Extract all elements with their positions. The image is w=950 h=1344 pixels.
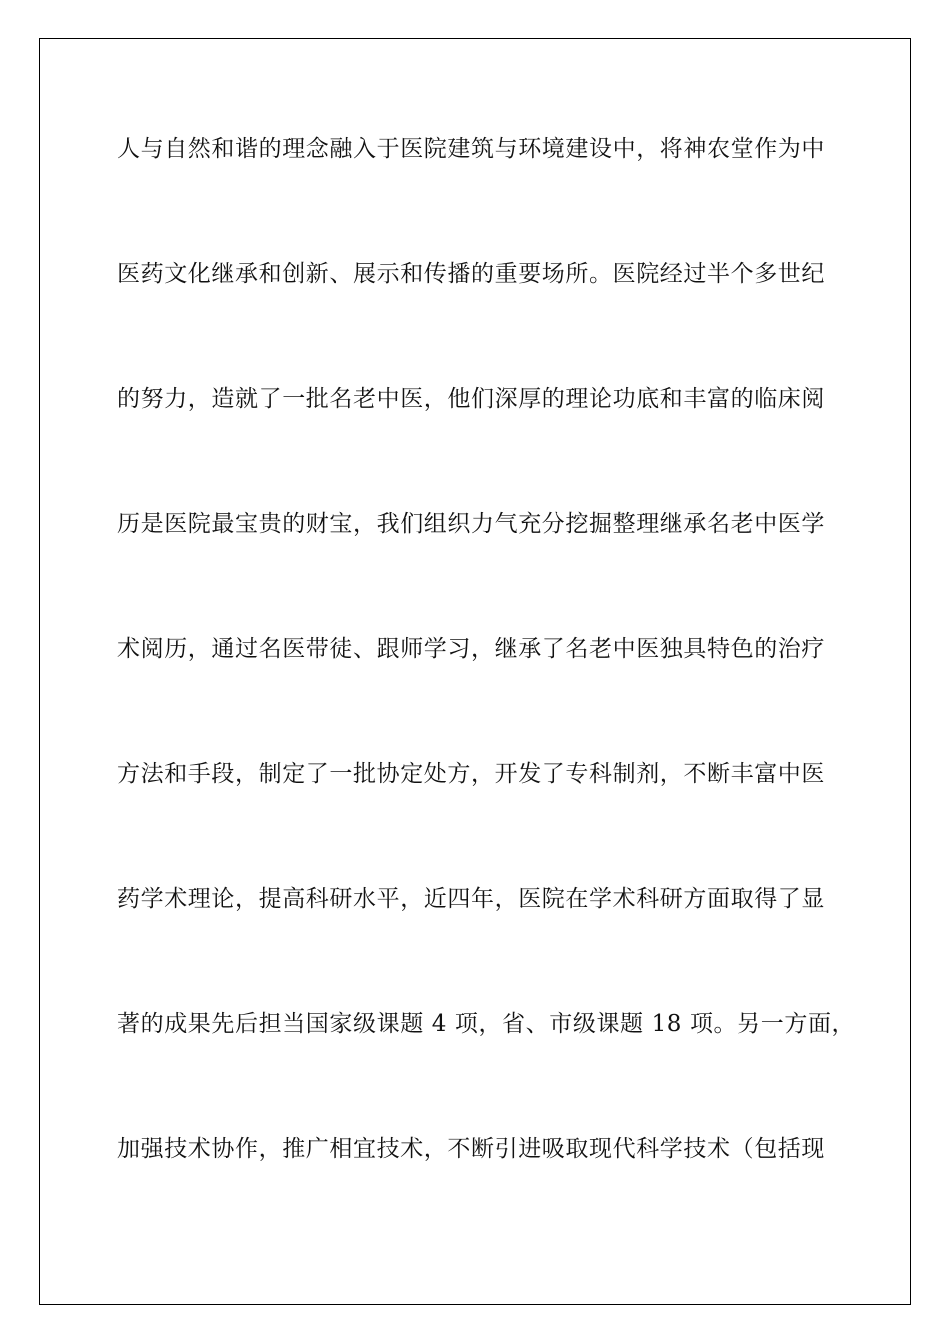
text-line-3: 的努力，造就了一批名老中医，他们深厚的理论功底和丰富的临床阅: [117, 386, 825, 412]
text-line-1: 人与自然和谐的理念融入于医院建筑与环境建设中，将神农堂作为中: [117, 136, 825, 162]
text-line-5: 术阅历，通过名医带徒、跟师学习，继承了名老中医独具特色的治疗: [117, 636, 825, 662]
text-line-7: 药学术理论，提高科研水平，近四年，医院在学术科研方面取得了显: [117, 886, 825, 912]
text-line-8: 著的成果先后担当国家级课题 4 项，省、市级课题 18 项。另一方面，: [117, 1011, 856, 1037]
text-line-9: 加强技术协作，推广相宜技术，不断引进吸取现代科学技术（包括现: [117, 1136, 825, 1162]
text-line-2: 医药文化继承和创新、展示和传播的重要场所。医院经过半个多世纪: [117, 261, 825, 287]
text-line-4: 历是医院最宝贵的财宝，我们组织力气充分挖掘整理继承名老中医学: [117, 511, 825, 537]
text-line-6: 方法和手段，制定了一批协定处方，开发了专科制剂，不断丰富中医: [117, 761, 825, 787]
page-border: [39, 38, 911, 1305]
